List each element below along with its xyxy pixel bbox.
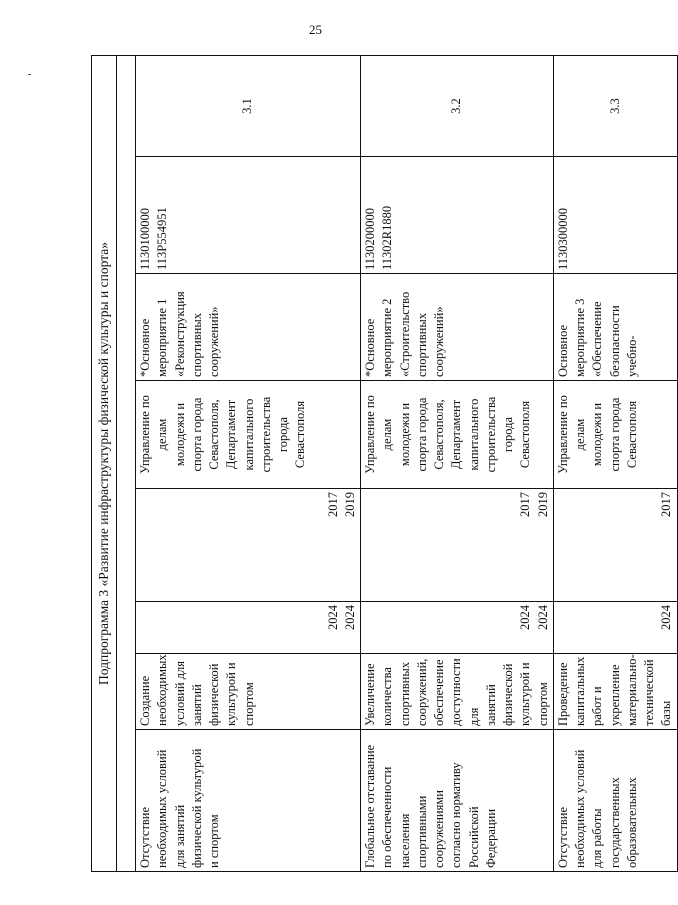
table-row-spacer-cell [117, 55, 136, 871]
section-title: Подпрограмма 3 «Развитие инфраструктуры физической культуры и спорта» [92, 55, 117, 871]
executor-cell: Управление по делам молодежи и спорта города Севастополя, Департамент капитального строительства города Севастополя [136, 381, 361, 489]
rotated-table-container [91, 56, 674, 872]
event-cell: Основное мероприятие 3 «Обеспечение безопасности учебно- [553, 274, 677, 381]
consequence-cell: Отсутствие необходимых условий для работы государственных образовательных [553, 730, 677, 872]
table-row [136, 55, 361, 871]
executor-cell: Управление по делам молодежи и спорта города Севастополя, Департамент капитального строительства города Севастополя [361, 381, 554, 489]
code-cell: 1130300000 [553, 157, 677, 274]
result-cell: Проведение капитальных работ и укрепление материально- технической базы [553, 654, 677, 730]
page-number: 25 [309, 22, 322, 37]
table-row [361, 55, 554, 871]
result-cell: Создание необходимых условий для занятий физической культурой и спортом [136, 654, 361, 730]
section-row [92, 55, 117, 871]
row-number-cell: 3.2 [361, 55, 554, 156]
row-number-cell: 3.1 [136, 55, 361, 156]
start-year-cell: 2017 2019 [361, 489, 554, 602]
start-year-cell: 2017 2019 [136, 489, 361, 602]
end-year-cell: 2024 [553, 602, 677, 654]
row-number-cell: 3.3 [553, 55, 677, 156]
event-cell: *Основное мероприятие 2 «Строительство спортивных сооружений» [361, 274, 554, 381]
code-cell: 1130100000 113P554951 [136, 157, 361, 274]
result-cell: Увеличение количества спортивных сооружений, обеспечение доступности для занятий физической культурой и спортом [361, 654, 554, 730]
code-cell: 1130200000 11302R1880 [361, 157, 554, 274]
table-row [553, 55, 677, 871]
end-year-cell: 2024 2024 [361, 602, 554, 654]
table-row-spacer [117, 55, 136, 871]
consequence-cell: Отсутствие необходимых условий для занятий физической культурой и спортом [136, 730, 361, 872]
consequence-cell: Глобальное отставание по обеспеченности населения спортивными сооружениями согласно нормативу Российской Федерации [361, 730, 554, 872]
end-year-cell: 2024 2024 [136, 602, 361, 654]
event-cell: *Основное мероприятие 1 «Реконструкция спортивных сооружений» [136, 274, 361, 381]
start-year-cell: 2017 [553, 489, 677, 602]
executor-cell: Управление по делам молодежи и спорта города Севастополя [553, 381, 677, 489]
scan-mark [28, 74, 31, 75]
measures-table [91, 55, 678, 872]
